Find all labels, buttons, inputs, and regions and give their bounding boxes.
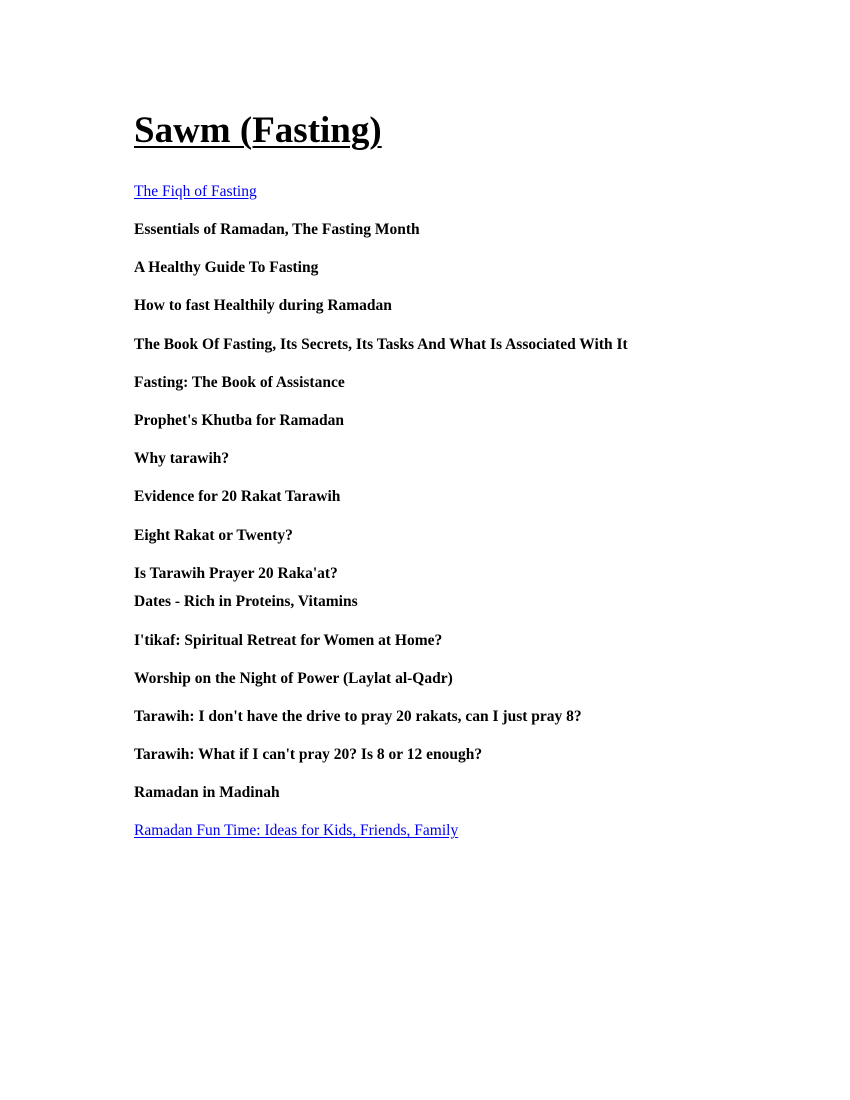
list-item: Prophet's Khutba for Ramadan [134,412,344,429]
list-item: Essentials of Ramadan, The Fasting Month [134,221,420,238]
link-fiqh-of-fasting[interactable]: The Fiqh of Fasting [134,183,257,200]
list-item: The Book Of Fasting, Its Secrets, Its Tasks And What Is Associated With It [134,336,628,353]
list-item: Evidence for 20 Rakat Tarawih [134,488,341,505]
page-title: Sawm (Fasting) [134,110,382,151]
list-item: How to fast Healthily during Ramadan [134,297,392,314]
list-item: Worship on the Night of Power (Laylat al-Qadr) [134,670,453,687]
list-item: Dates - Rich in Proteins, Vitamins [134,593,358,610]
list-item: Ramadan in Madinah [134,784,280,801]
list-item: I'tikaf: Spiritual Retreat for Women at Home? [134,632,443,649]
list-item: Is Tarawih Prayer 20 Raka'at? [134,565,338,582]
list-item: Eight Rakat or Twenty? [134,527,293,544]
list-item: Fasting: The Book of Assistance [134,374,345,391]
list-item: Tarawih: What if I can't pray 20? Is 8 or 12 enough? [134,746,483,763]
list-item: Why tarawih? [134,450,230,467]
link-ramadan-fun-time[interactable]: Ramadan Fun Time: Ideas for Kids, Friends, Family [134,822,459,839]
list-item: Tarawih: I don't have the drive to pray 20 rakats, can I just pray 8? [134,708,582,725]
list-item: A Healthy Guide To Fasting [134,259,319,276]
